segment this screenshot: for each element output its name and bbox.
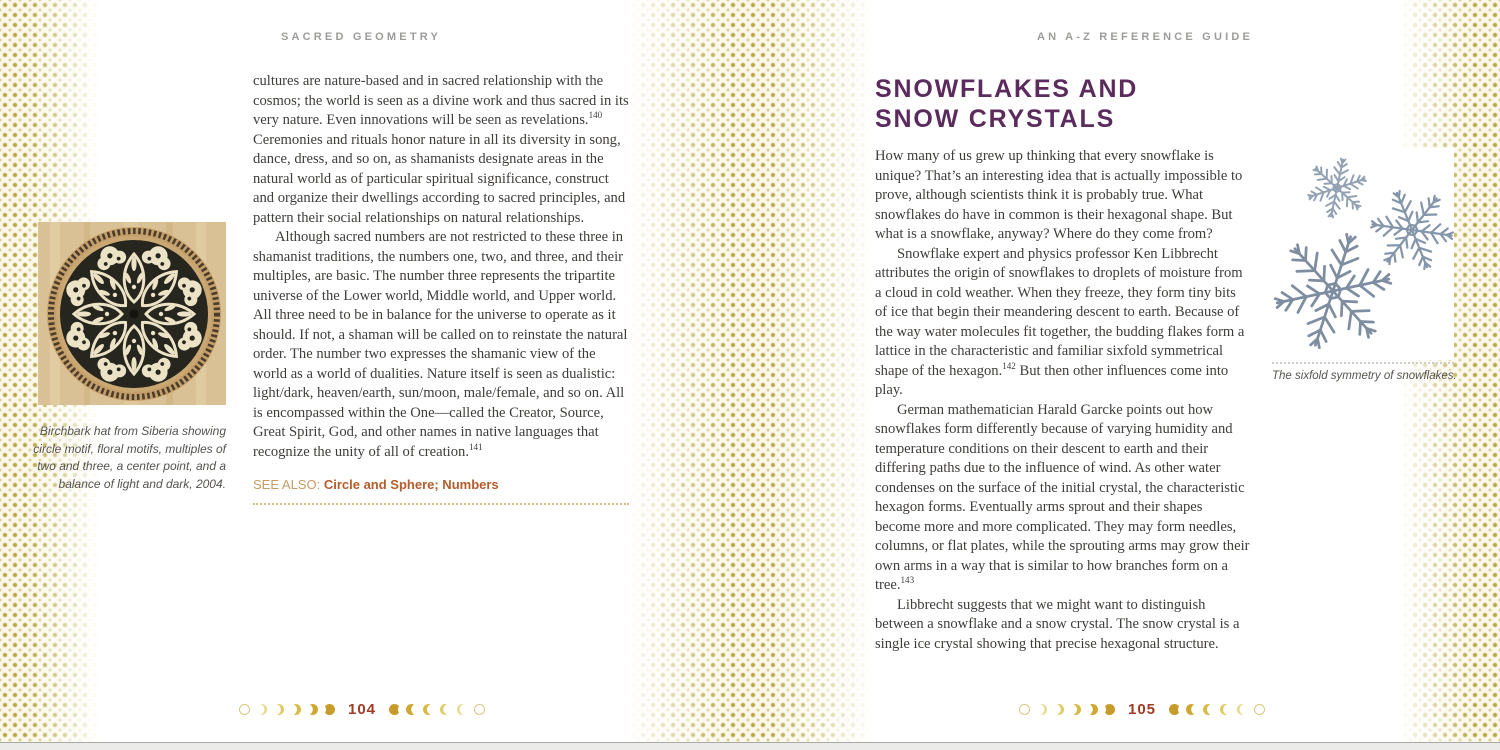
moon-phase-icon	[307, 704, 318, 715]
hat-figure-caption: Birchbark hat from Siberia showing circle motif, floral motifs, multiples of two and three, a center point, and a balance of light and dark, 2004.	[33, 424, 226, 491]
footnote-reference: 143	[900, 575, 915, 586]
moon-phase-icon	[389, 704, 400, 715]
body-text-left	[253, 72, 629, 505]
see-also-label: SEE ALSO:	[253, 477, 324, 492]
text-run: cultures are nature-based and in sacred relationship with the cosmos; the world is seen as a divine work and thus sacred in its very nature. Even innovations will be seen as revelations.	[253, 73, 629, 128]
moon-phase-group	[1169, 704, 1265, 715]
book-bottom-edge	[0, 742, 1500, 750]
text-run: Although sacred numbers are not restricted to these three in shamanist traditions, the numbers one, two, and three, and their multiples, are basic. The number three represents the tripartite universe of the Lower world, Middle world, and Upper world. All three need to be in balance for the universe to operate as it should. If not, a shaman will be called on to reinstate the natural order. The number two expresses the shamanic view of the world as a world of dualities. Nature itself is seen as dualistic: light/dark, heaven/earth, sun/moon, male/female, and so on. All is encompassed within the One—called the Creator, Source, Great Spirit, God, and other names in native languages that recognize the unity of all of creation.	[253, 229, 628, 460]
footer-left	[228, 701, 496, 718]
moon-phase-group	[239, 704, 335, 715]
moon-phase-icon	[1186, 704, 1197, 715]
left-paragraphs	[253, 72, 629, 462]
birchbark-hat-illustration	[38, 222, 226, 405]
right-paragraphs	[875, 147, 1251, 654]
section-title-line1: SNOWFLAKES AND	[875, 75, 1139, 103]
moon-phase-icon	[1203, 704, 1214, 715]
moon-phase-icon	[1036, 704, 1047, 715]
footnote-reference: 140	[588, 110, 603, 121]
text-run: German mathematician Harald Garcke points out how snowflakes form differently because of varying humidity and temperature conditions on their descent to earth and their differing paths due to the influence of wind. As other water condenses on the surface of the initial crystal, the characteristic hexagon forms. Eventually arms sprout and their shapes become more and more complicated. They may form needles, columns, or flat plates, while the sprouting arms may grow their own arms in a way that is similar to how branches form on a tree.	[875, 401, 1250, 593]
running-header-right: AN A-Z REFERENCE GUIDE	[1036, 31, 1254, 43]
moon-phase-icon	[256, 704, 267, 715]
text-run: Ceremonies and rituals honor nature in all its diversity in song, dance, dress, and so on, as shamanists designate areas in the natural world as of particular spiritual significance, construct and organize their dwellings according to sacred principles, and pattern their social relationships on natural relationships.	[253, 131, 626, 226]
birchbark-hat-photo	[38, 222, 226, 405]
moon-phase-icon	[440, 704, 451, 715]
moon-phase-icon	[1237, 704, 1248, 715]
footnote-reference: 141	[468, 441, 483, 452]
footnote-reference: 142	[1002, 360, 1016, 371]
footer-right	[1008, 701, 1276, 718]
moon-phase-icon	[1070, 704, 1081, 715]
paragraph	[875, 401, 1251, 596]
moon-phase-icon	[239, 704, 250, 715]
moon-phase-group	[389, 704, 485, 715]
text-run: Libbrecht suggests that we might want to distinguish between a snowflake and a snow crystal. The snow crystal is a single ice crystal showing that precise hexagonal structure.	[875, 596, 1240, 652]
paragraph	[253, 72, 629, 228]
page-number-right: 105	[1127, 701, 1157, 718]
moon-phase-icon	[1220, 704, 1231, 715]
paragraph	[253, 228, 629, 462]
moon-phase-icon	[1169, 704, 1180, 715]
moon-phase-group	[1019, 704, 1115, 715]
moon-phase-icon	[474, 704, 485, 715]
moon-phase-icon	[1019, 704, 1030, 715]
see-also-links: Circle and Sphere; Numbers	[323, 477, 499, 492]
moon-phase-icon	[406, 704, 417, 715]
section-title-line2: SNOW CRYSTALS	[875, 105, 1116, 133]
moon-phase-icon	[273, 704, 284, 715]
moon-phase-icon	[1104, 704, 1115, 715]
text-run: Snowflake expert and physics professor Ken Libbrecht attributes the origin of snowflakes to droplets of moisture from a cloud in cold weather. When they freeze, they form tiny bits of ice that begin their meandering descent to earth. Because of the way water molecules fit together, the budding flakes form a lattice in the characteristic and familiar sixfold symmetrical shape of the hexagon.	[875, 245, 1245, 379]
paragraph	[875, 245, 1251, 401]
text-run: How many of us grew up thinking that every snowflake is unique? That’s an interesting idea that is actually impossible to prove, although scientists think it is probably true. What snowflakes do have in common is their hexagonal shape. But what is a snowflake, anyway? Where do they come from?	[875, 148, 1243, 242]
paragraph	[875, 147, 1251, 245]
snowflakes-figure-caption: The sixfold symmetry of snowflakes.	[1272, 362, 1454, 382]
body-text-right	[875, 74, 1251, 654]
snowflakes-illustration	[1272, 148, 1454, 360]
running-header-left: SACRED GEOMETRY	[280, 31, 442, 43]
moon-phase-icon	[457, 704, 468, 715]
paragraph	[875, 596, 1251, 655]
dotted-pattern-gutter	[628, 0, 872, 743]
moon-phase-icon	[1087, 704, 1098, 715]
moon-phase-icon	[290, 704, 301, 715]
moon-phase-icon	[324, 704, 335, 715]
moon-phase-icon	[423, 704, 434, 715]
snowflakes-photo	[1272, 148, 1454, 360]
section-title	[875, 74, 1251, 134]
moon-phase-icon	[1053, 704, 1064, 715]
see-also-block	[253, 475, 629, 505]
moon-phase-icon	[1254, 704, 1265, 715]
page-number-left: 104	[347, 701, 377, 718]
text-run: But then other influences come into play.	[875, 362, 1229, 398]
